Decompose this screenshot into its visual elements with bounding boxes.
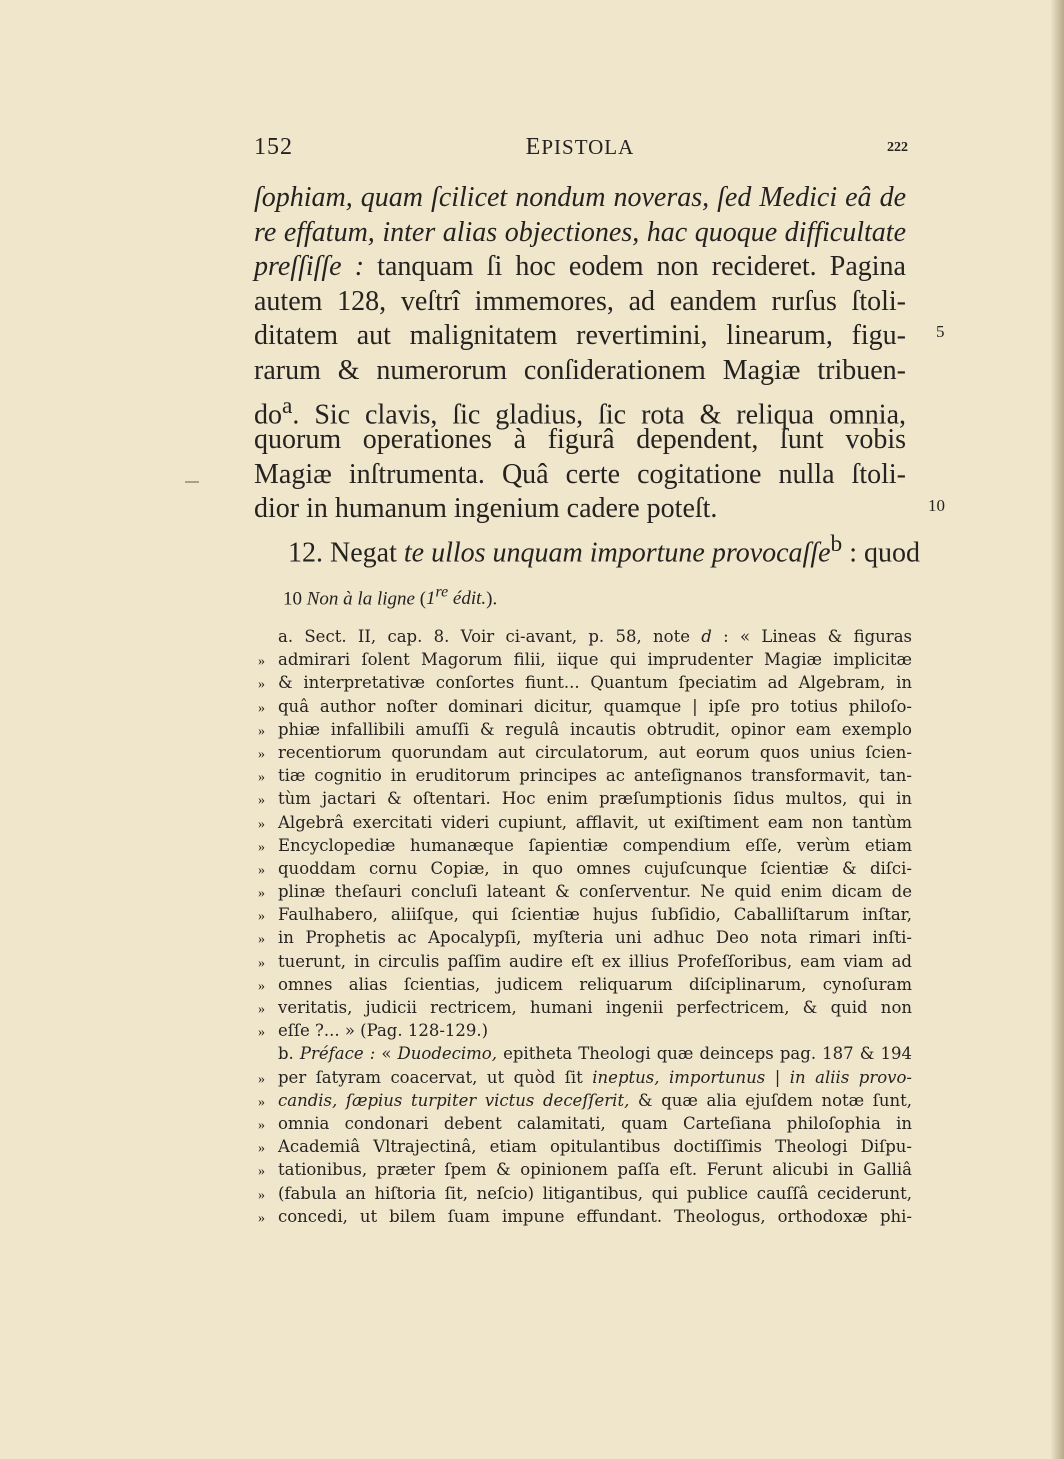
footnote-text: Encyclopediæ humanæque ſapientiæ compendium eſſe, verùm etiam	[278, 835, 912, 855]
text-line: ditatem aut malignitatem revertimini, linearum, figu-	[254, 320, 906, 352]
footnote-line	[258, 671, 912, 694]
footnote-line	[258, 1089, 912, 1112]
text-line: ſophiam, quam ſcilicet nondum noveras, ſed Medici eâ de	[254, 182, 906, 213]
footnote-text: plinæ theſauri concluſi lateant & conſerventur. Ne quid enim dicam de	[278, 882, 912, 902]
footnote-line	[258, 1066, 912, 1089]
footnote-line	[258, 811, 912, 834]
footnote-text: per ſatyram coacervat, ut quòd ſit ineptus, importunus | in aliis provo-	[278, 1067, 912, 1087]
footnote-line	[258, 950, 912, 973]
footnote-text: b. Préface : « Duodecimo, epitheta Theologi quæ deinceps pag. 187 & 194	[278, 1044, 912, 1064]
footnote-line	[258, 857, 912, 880]
page-number: 152	[254, 134, 293, 160]
guillemet-mark: »	[258, 1094, 265, 1110]
footnote-text: recentiorum quorundam aut circulatorum, aut eorum quos unius ſcien-	[278, 742, 912, 762]
guillemet-mark: »	[258, 886, 265, 902]
footnote-line	[258, 834, 912, 857]
footnote-text: a. Sect. II, cap. 8. Voir ci-avant, p. 58, note d : « Lineas & figuras	[278, 627, 913, 646]
guillemet-mark: »	[258, 793, 265, 809]
footnote-text: tùm jactari & oſtentari. Hoc enim præſumptionis ſidus multos, qui in	[278, 789, 912, 809]
footnote-text: quâ author noſter dominari dicitur, quamque | ipſe pro totius philoſo-	[278, 696, 912, 716]
line-number-10: 10	[928, 496, 945, 515]
footnote-text: (fabula an hiſtoria ſit, neſcio) litigantibus, qui publice cauſſâ ceciderunt,	[278, 1183, 912, 1203]
footnote-line	[258, 903, 912, 926]
footnote-text: veritatis, judicii rectricem, humani ingenii perfectricem, & quid non	[278, 998, 912, 1017]
footnote-line	[258, 1042, 912, 1065]
guillemet-mark: »	[258, 978, 265, 994]
footnote-line	[258, 787, 912, 810]
footnote-text: Faulhabero, aliiſque, qui ſcientiæ hujus ſubſidio, Caballiſtarum inſtar,	[278, 905, 912, 925]
footnote-line	[258, 1182, 912, 1205]
guillemet-mark: »	[258, 1071, 265, 1087]
footnote-line	[258, 695, 912, 718]
footnote-text: admirari ſolent Magorum filii, iique qui imprudenter Magiæ implicitæ	[278, 650, 912, 670]
footnote-text: & interpretativæ conſortes fiunt... Quantum ſpeciatim ad Algebram, in	[278, 673, 912, 693]
guillemet-mark: »	[258, 1187, 265, 1203]
footnote-line	[258, 973, 912, 996]
footnote-line	[258, 625, 912, 648]
text-line: rarum & numerorum conſiderationem Magiæ tribuen-	[254, 354, 906, 386]
page-edge-shadow	[1050, 0, 1064, 1459]
footnote-text: tationibus, præter ſpem & opinionem paſſa eſt. Ferunt alicubi in Galliâ	[278, 1160, 912, 1180]
footnote-text: candis, ſæpius turpiter victus deceſſerit, & quæ alia ejuſdem notæ ſunt,	[278, 1090, 913, 1110]
page-smudge	[185, 481, 199, 483]
footnote-line	[258, 1205, 912, 1228]
variant-note: 10 Non à la ligne (1re édit.).	[283, 584, 498, 610]
text-line: preſſiſſe : tanquam ſi hoc eodem non recideret. Pagina	[254, 251, 906, 283]
footnote-line	[258, 764, 912, 787]
text-line: autem 128, veſtrî immemores, ad eandem rurſus ſtoli-	[254, 285, 906, 317]
guillemet-mark: »	[258, 816, 265, 832]
text-line: Magiæ inſtrumenta. Quâ certe cogitatione nulla ſtoli-	[254, 458, 906, 490]
text-line: 12. Negat te ullos unquam importune provocaſſe$^b$ : quod	[288, 530, 920, 569]
line-number-5: 5	[936, 322, 945, 341]
footnote-line	[258, 1135, 912, 1158]
footnote-text: tuerunt, in circulis paſſim audire eſt ex illius Profeſſoribus, eam viam ad	[278, 951, 912, 971]
footnote-line	[258, 648, 912, 671]
guillemet-mark: »	[258, 654, 265, 670]
footnote-text: omnes alias ſcientias, judicem reliquarum diſciplinarum, cynoſuram	[278, 974, 912, 994]
running-title: EPISTOLA	[525, 134, 635, 160]
guillemet-mark: »	[258, 746, 265, 762]
guillemet-mark: »	[258, 932, 265, 948]
guillemet-mark: »	[258, 700, 265, 716]
footnote-text: tiæ cognitio in eruditorum principes ac anteſignanos transformavit, tan-	[278, 766, 912, 786]
guillemet-mark: »	[258, 677, 265, 693]
footnotes-block	[258, 625, 912, 1228]
guillemet-mark: »	[258, 1164, 265, 1180]
original-page-number: 222	[887, 140, 908, 155]
guillemet-mark: »	[258, 1002, 265, 1017]
running-header	[252, 132, 908, 166]
footnote-line	[258, 996, 912, 1019]
footnote-text: omnia condonari debent calamitati, quam Carteſiana philoſophia in	[278, 1113, 912, 1133]
footnote-line	[258, 926, 912, 949]
text-line: re effatum, inter alias objectiones, hac quoque difficultate	[254, 216, 906, 248]
footnote-line	[258, 1019, 912, 1042]
guillemet-mark: »	[258, 1210, 265, 1226]
footnote-text: in Prophetis ac Apocalypſi, myſteria uni adhuc Deo nota rimari inſti-	[278, 928, 912, 948]
footnote-line	[258, 880, 912, 903]
text-line: dior in humanum ingenium cadere poteſt.	[254, 493, 718, 525]
guillemet-mark: »	[258, 1117, 265, 1133]
guillemet-mark: »	[258, 1141, 265, 1157]
footnote-line	[258, 718, 912, 741]
text-line: $do^a$. Sic clavis, ſic gladius, ſic rota & reliqua omnia,	[254, 392, 906, 430]
footnote-text: phiæ infallibili amuſſi & regulâ incautis obtrudit, opinor eam exemplo	[278, 719, 912, 739]
guillemet-mark: »	[258, 839, 265, 855]
guillemet-mark: »	[258, 770, 265, 786]
footnote-text: eſſe ?... » (Pag. 128-129.)	[278, 1021, 489, 1041]
text-line: quorum operationes à figurâ dependent, ſunt vobis	[254, 424, 906, 456]
footnote-text: Academiâ Vltrajectinâ, etiam opitulantibus doctiſſimis Theologi Diſpu-	[278, 1137, 912, 1157]
guillemet-mark: »	[258, 1025, 265, 1041]
guillemet-mark: »	[258, 909, 265, 925]
guillemet-mark: »	[258, 862, 265, 878]
footnote-line	[258, 1158, 912, 1181]
footnote-text: Algebrâ exercitati videri cupiunt, afflavit, ut exiſtiment eam non tantùm	[278, 812, 912, 832]
guillemet-mark: »	[258, 955, 265, 971]
footnote-line	[258, 741, 912, 764]
footnote-text: quoddam cornu Copiæ, in quo omnes cujuſcunque ſcientiæ & diſci-	[278, 858, 912, 878]
main-text-block	[254, 181, 920, 569]
footnote-line	[258, 1112, 912, 1135]
guillemet-mark: »	[258, 723, 265, 739]
footnote-text: concedi, ut bilem ſuam impune effundant. Theologus, orthodoxæ phi-	[278, 1206, 912, 1226]
